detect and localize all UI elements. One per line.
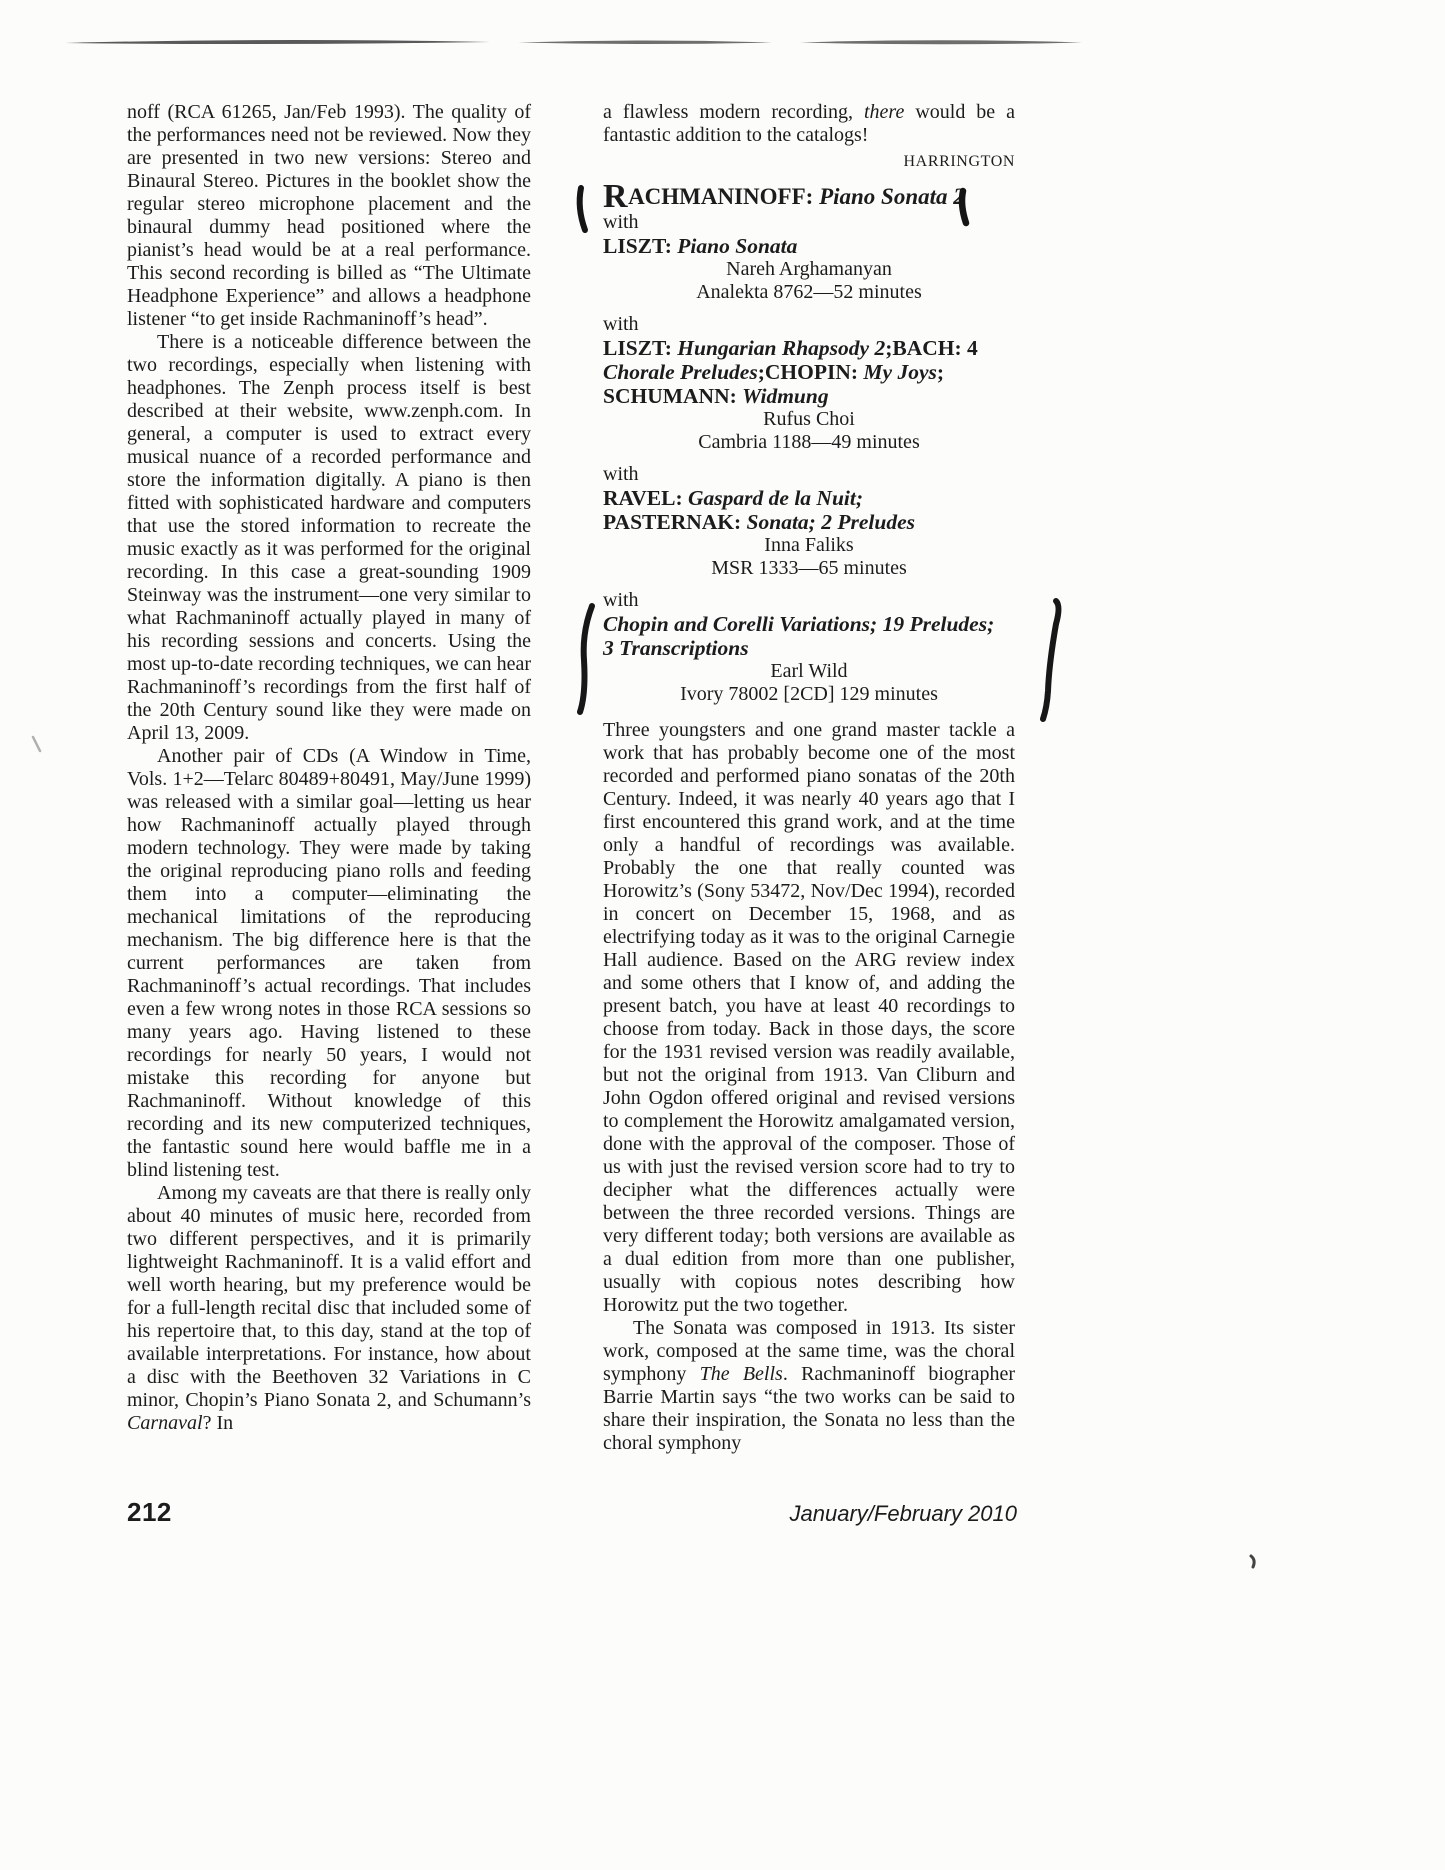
body-paragraph: Among my caveats are that there is really only about 40 minutes of music here, recorded from two different perspectives, and it is primarily lightweight Rachmaninoff. It is a valid effort and well worth hearing, but my preference would be for a full-length recital disc that included some of his repertoire that, to this day, stand at the top of available interpretations. For instance, how about a disc with the Beethoven 32 Variations in C minor, Chopin’s Piano Sonata 2, and Schumann’s Carnaval? In — [127, 1182, 531, 1434]
pen-mark-long-stroke-right-of-listing — [1043, 601, 1059, 719]
album-heading: RACHMANINOFF: Piano Sonata 2 — [603, 178, 965, 215]
album-heading: Chopin and Corelli Variations; 19 Preludes; 3 Transcriptions — [603, 612, 995, 660]
review-listing — [603, 178, 1015, 304]
body-paragraph: Another pair of CDs (A Window in Time, Vols. 1+2—Telarc 80489+80491, May/June 1999) was released with a similar goal—letting us hear how Rachmaninoff actually played through modern technology. They were made by taking the original reproducing piano rolls and feeding them into a computer—eliminating the mechanical limitations of the reproducing mechanism. The big difference here is that the current performances are taken from Rachmaninoff’s actual recordings. That includes even a few wrong notes in those RCA sessions so many years ago. Having listened to these recordings for nearly 50 years, I would not mistake this recording for anyone but Rachmaninoff. Without knowledge of this recording and its new computerized techniques, the fantastic sound here would baffle me in a blind listening test. — [127, 745, 531, 1181]
reviewer-signature: HARRINGTON — [903, 153, 1015, 170]
pen-mark-small-bottom-right — [1251, 1556, 1254, 1567]
pen-mark-curved-stroke-left-of-listing — [580, 606, 592, 712]
review-paragraph: The Sonata was composed in 1913. Its sister work, composed at the same time, was the choral symphony The Bells. Rachmaninoff biographer Barrie Martin says “the two works can be said to share their inspiration, the Sonata no less than the choral symphony — [603, 1317, 1015, 1454]
left-column — [127, 101, 531, 1435]
body-paragraph: noff (RCA 61265, Jan/Feb 1993). The quality of the performances need not be reviewed. Now they are presented in two new versions: Stereo and Binaural Stereo. Pictures in the booklet show the regular stereo microphone placement and the binaural dummy head positioned where the pianist’s head would be at a real performance. This second recording is billed as “The Ultimate Headphone Experience” and allows a headphone listener “to get inside Rachmaninoff’s head”. — [127, 101, 531, 330]
review-body — [603, 719, 1015, 1455]
with-label: with — [603, 211, 639, 233]
album-label-line: Ivory 78002 [2CD] 129 minutes — [680, 683, 938, 705]
pen-mark-tick-left-of-heading — [580, 188, 585, 230]
right-column — [603, 101, 1015, 1455]
album-label-line: Analekta 8762—52 minutes — [696, 281, 922, 303]
album-performer: Rufus Choi — [763, 408, 855, 430]
scan-artifact-top-line — [65, 40, 1082, 44]
with-label: with — [603, 313, 639, 335]
album-performer: Earl Wild — [770, 660, 848, 682]
pen-mark-faint-left-margin — [33, 737, 40, 751]
body-paragraph: There is a noticeable difference between the two recordings, especially when listening with headphones. The Zenph process itself is best described at their website, www.zenph.com. In general, a computer is used to extract every musical nuance of a recorded performance and store the information digitally. A piano is then fitted with sophisticated hardware and computers that use the stored information to recreate the music exactly as it was performed for the original recording. In this case a great-sounding 1909 Steinway was the instrument—one very similar to what Rachmaninoff actually played in many of his recording sessions and concerts. Using the most up-to-date recording techniques, we can hear Rachmaninoff’s recordings from the first half of the 20th Century sound like they were made on April 13, 2009. — [127, 331, 531, 744]
review-listing — [603, 589, 1015, 706]
album-heading: LISZT: Hungarian Rhapsody 2;BACH: 4 Chorale Preludes;CHOPIN: My Joys; SCHUMANN: Widmung — [603, 336, 978, 408]
carryover-paragraph: a flawless modern recording, there would be a fantastic addition to the catalogs! — [603, 101, 1015, 146]
album-subheading: LISZT: Piano Sonata — [603, 234, 798, 258]
review-listing — [603, 313, 1015, 454]
album-heading: RAVEL: Gaspard de la Nuit; PASTERNAK: Sonata; 2 Preludes — [603, 486, 915, 534]
with-label: with — [603, 463, 639, 485]
with-label: with — [603, 589, 639, 611]
album-label-line: Cambria 1188—49 minutes — [698, 431, 920, 453]
review-paragraph: Three youngsters and one grand master tackle a work that has probably become one of the most recorded and performed piano sonatas of the 20th Century. Indeed, it was nearly 40 years ago that I first encountered this grand work, and at the time only a handful of recordings was available. Probably the one that really counted was Horowitz’s (Sony 53472, Nov/Dec 1994), recorded in concert on December 15, 1968, and as electrifying today as it was to the original Carnegie Hall audience. Based on the ARG review index and some others that I know of, and adding the present batch, you have at least 40 recordings to choose from today. Back in those days, the score for the 1931 revised version was readily available, but not the original from 1913. Van Cliburn and John Ogdon offered original and revised versions to complement the Horowitz amalgamated version, done with the approval of the composer. Those of us with just the revised version score had to try to decipher what the differences actually were between the three recorded versions. Things are very different today; both versions are available as a dual edition from more than one publisher, usually with copious notes describing how Horowitz put the two together. — [603, 719, 1015, 1316]
review-listing — [603, 463, 1015, 580]
album-performer: Inna Faliks — [764, 534, 854, 556]
page-number: 212 — [127, 1497, 172, 1527]
album-performer: Nareh Arghamanyan — [726, 258, 892, 280]
issue-date: January/February 2010 — [789, 1501, 1017, 1526]
album-label-line: MSR 1333—65 minutes — [711, 557, 907, 579]
